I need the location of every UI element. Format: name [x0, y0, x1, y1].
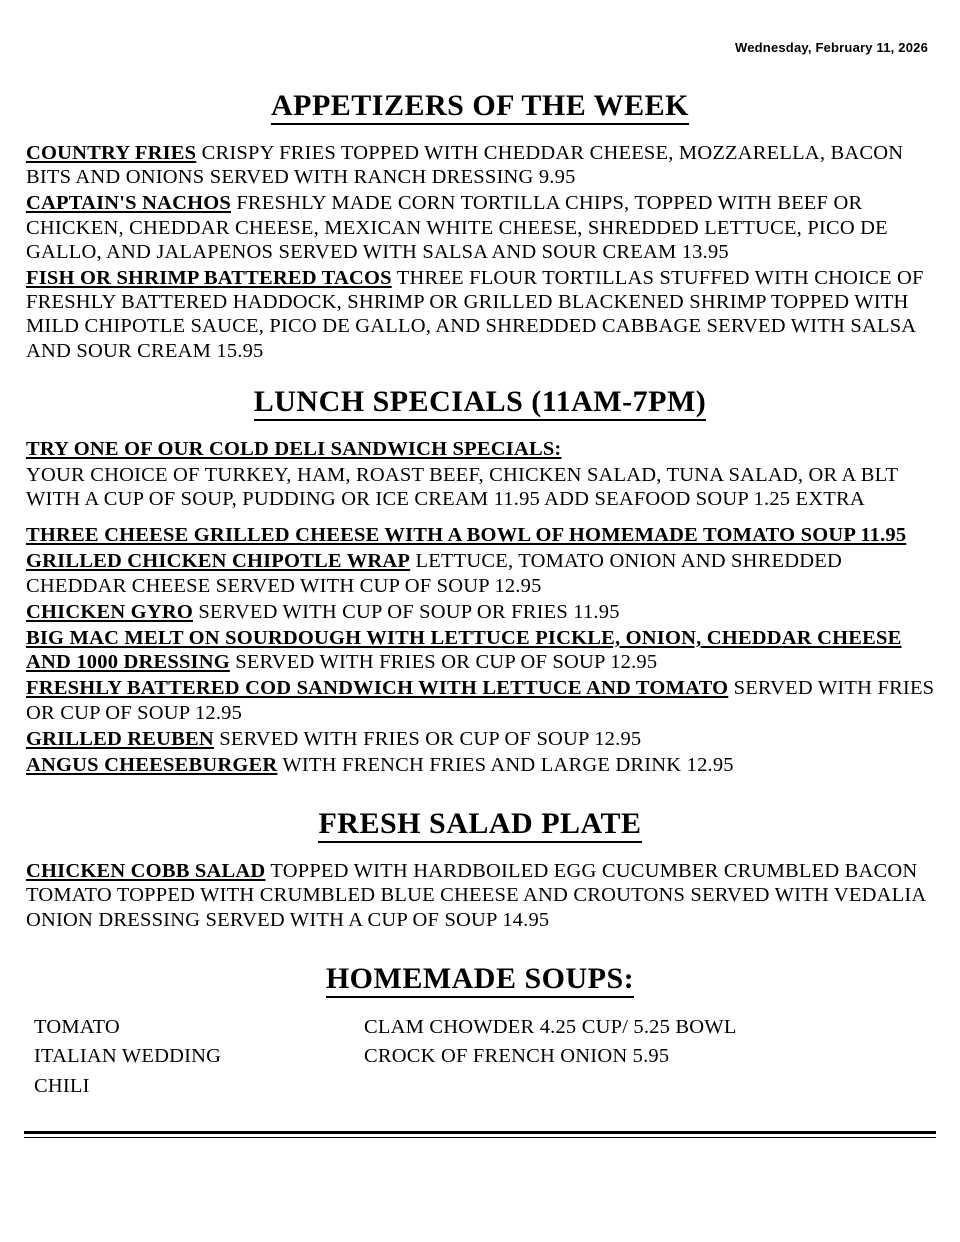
- section-title-fresh-salad-plate-text: FRESH SALAD PLATE: [318, 807, 641, 843]
- soup-item: TOMATO: [34, 1015, 120, 1038]
- menu-item-country-fries: [26, 141, 936, 189]
- section-title-fresh-salad-plate: [24, 807, 936, 841]
- menu-item-name: GRILLED CHICKEN CHIPOTLE WRAP: [26, 550, 411, 573]
- lunch-subheading: [26, 437, 936, 461]
- menu-item-desc: WITH FRENCH FRIES AND LARGE DRINK 12.95: [282, 753, 734, 776]
- lunch-intro: YOUR CHOICE OF TURKEY, HAM, ROAST BEEF, CHICKEN SALAD, TUNA SALAD, OR A BLT WITH A CUP OF SOUP, PUDDING OR ICE CREAM 11.95 ADD SEAFOOD SOUP 1.25 EXTRA: [26, 463, 898, 511]
- fresh-salad-plate-body: [24, 859, 936, 932]
- appetizers-body: [24, 141, 936, 363]
- menu-item-desc: CRISPY FRIES TOPPED WITH CHEDDAR CHEESE, MOZZARELLA, BACON BITS AND ONIONS SERVED WITH RANCH DRESSING 9.95: [26, 142, 904, 189]
- menu-item-chicken-gyro: [26, 600, 936, 624]
- lunch-specials-body: [24, 437, 936, 777]
- menu-item-desc: SERVED WITH FRIES OR CUP OF SOUP 12.95: [26, 677, 935, 724]
- menu-item-name: FRESHLY BATTERED COD SANDWICH WITH LETTUCE AND TOMATO: [26, 677, 729, 700]
- menu-item-desc: THREE FLOUR TORTILLAS STUFFED WITH CHOICE OF FRESHLY BATTERED HADDOCK, SHRIMP OR GRILLED BLACKENED SHRIMP TOPPED WITH MILD CHIPOTLE SAUCE, PICO DE GALLO, AND SHREDDED CABBAGE SERVED WITH SALSA AND SOUR CREAM 15.95: [26, 266, 924, 362]
- menu-item-name: BIG MAC MELT ON SOURDOUGH WITH LETTUCE PICKLE, ONION, CHEDDAR CHEESE AND 1000 DRESSING: [26, 627, 902, 674]
- menu-item-desc: FRESHLY MADE CORN TORTILLA CHIPS, TOPPED WITH BEEF OR CHICKEN, CHEDDAR CHEESE, MEXICAN WHITE CHEESE, SHREDDED LETTUCE, PICO DE GALLO, AND JALAPENOS SERVED WITH SALSA AND SOUR CREAM 13.95: [26, 192, 888, 263]
- menu-item-fish-or-shrimp-battered-tacos: [26, 266, 936, 363]
- menu-item-name: COUNTRY FRIES: [26, 142, 197, 164]
- soups-column-left: [24, 1014, 364, 1103]
- spacer: [24, 934, 936, 962]
- menu-item-three-cheese-grilled-cheese: [26, 523, 936, 547]
- document-date: Wednesday, February 11, 2026: [735, 40, 928, 55]
- menu-item-desc: TOPPED WITH HARDBOILED EGG CUCUMBER CRUMBLED BACON TOMATO TOPPED WITH CRUMBLED BLUE CHEESE AND CROUTONS SERVED WITH VEDALIA ONION DRESSING SERVED WITH A CUP OF SOUP 14.95: [26, 860, 926, 931]
- section-title-lunch-specials: [24, 385, 936, 419]
- spacer: [24, 365, 936, 385]
- menu-item-captains-nachos: [26, 191, 936, 264]
- menu-item-name: ANGUS CHEESEBURGER: [26, 753, 278, 776]
- section-title-homemade-soups: [24, 962, 936, 996]
- section-title-appetizers: [24, 89, 936, 123]
- menu-item-big-mac-melt: [26, 626, 936, 674]
- menu-item-name: GRILLED REUBEN: [26, 727, 214, 750]
- section-title-appetizers-text: APPETIZERS OF THE WEEK: [271, 89, 689, 125]
- soup-item: CHILI: [34, 1074, 90, 1097]
- menu-item-name: FISH OR SHRIMP BATTERED TACOS: [26, 266, 392, 289]
- soups-column-right: [364, 1014, 936, 1103]
- section-title-homemade-soups-text: HOMEMADE SOUPS:: [326, 962, 634, 998]
- menu-item-name: CHICKEN COBB SALAD: [26, 860, 266, 883]
- menu-item-grilled-chicken-chipotle-wrap: [26, 549, 936, 597]
- soup-item: ITALIAN WEDDING: [34, 1045, 222, 1068]
- menu-item-name: CHICKEN GYRO: [26, 600, 193, 623]
- section-title-lunch-specials-text: LUNCH SPECIALS (11AM-7PM): [254, 385, 707, 421]
- soups-list: [24, 1014, 936, 1103]
- menu-item-freshly-battered-cod-sandwich: [26, 676, 936, 724]
- spacer: [26, 513, 936, 523]
- divider-thick: [24, 1131, 936, 1134]
- menu-item-desc: LETTUCE, TOMATO ONION AND SHREDDED CHEDDAR CHEESE SERVED WITH CUP OF SOUP 12.95: [26, 550, 842, 597]
- menu-item-chicken-cobb-salad: [26, 859, 936, 932]
- menu-item-angus-cheeseburger: [26, 753, 936, 777]
- divider-thin: [24, 1137, 936, 1138]
- menu-item-name: THREE CHEESE GRILLED CHEESE WITH A BOWL OF HOMEMADE TOMATO SOUP 11.95: [26, 524, 907, 547]
- lunch-subheading-text: TRY ONE OF OUR COLD DELI SANDWICH SPECIALS:: [26, 437, 562, 460]
- menu-item-grilled-reuben: [26, 727, 936, 751]
- soup-item: CROCK OF FRENCH ONION 5.95: [364, 1045, 670, 1068]
- soup-item: CLAM CHOWDER 4.25 CUP/ 5.25 BOWL: [364, 1015, 737, 1038]
- footer-divider: [24, 1131, 936, 1138]
- menu-item-desc: SERVED WITH FRIES OR CUP OF SOUP 12.95: [219, 727, 642, 750]
- menu-item-desc: SERVED WITH CUP OF SOUP OR FRIES 11.95: [198, 600, 620, 623]
- menu-item-desc: SERVED WITH FRIES OR CUP OF SOUP 12.95: [235, 651, 658, 674]
- spacer: [24, 779, 936, 807]
- menu-item-name: CAPTAIN'S NACHOS: [26, 192, 231, 215]
